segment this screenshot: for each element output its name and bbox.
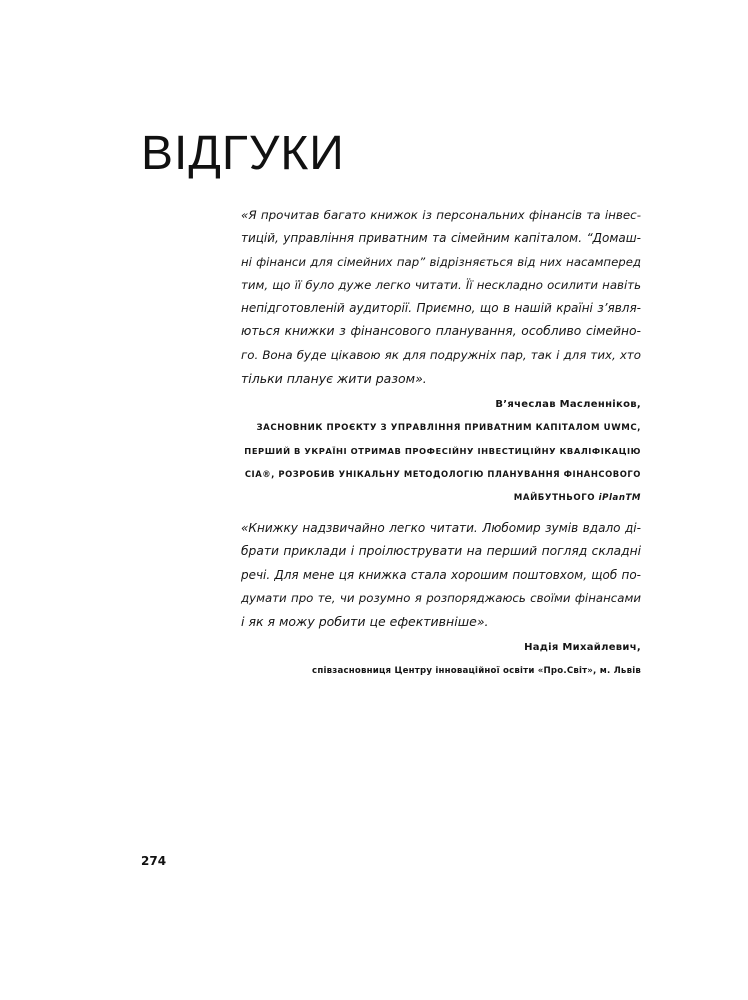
reviewer-credential-brand: iPlanTM xyxy=(598,492,641,503)
review-attribution xyxy=(241,393,641,509)
reviewer-name: Надія Михайлевич, xyxy=(524,642,641,654)
quote-line: го. Вона буде цікавою як для подружніх пар, так і для тих, хто xyxy=(241,347,641,362)
review-mykhailevych xyxy=(241,517,641,683)
quote-line: «Книжку надзвичайно легко читати. Любомир зумів вдало ді- xyxy=(241,521,641,535)
reviewer-credential: співзасновниця Центру інноваційної освіти «Про.Світ», м. Львів xyxy=(312,665,641,676)
quote-line: тільки планує жити разом». xyxy=(241,371,427,387)
quote-line: ються книжки з фінансового планування, особливо сімейно- xyxy=(241,324,641,339)
reviewer-name: В’ячеслав Масленніков, xyxy=(495,399,641,411)
reviewer-credential: CIA®, РОЗРОБИВ УНІКАЛЬНУ МЕТОДОЛОГІЮ ПЛАНУВАННЯ ФІНАНСОВОГО xyxy=(244,469,641,480)
reviewer-credential xyxy=(241,487,641,510)
reviewer-credential-text: МАЙБУТНЬОГО xyxy=(513,492,596,503)
page-title: ВІДГУКИ xyxy=(141,127,345,180)
quote-line: думати про те, чи розумно я розпоряджаюсь своїми фінансами xyxy=(241,590,641,605)
quote-line: і як я можу робити це ефективніше». xyxy=(241,614,489,630)
quote-line: ні фінанси для сімейних пар” відрізняється від них насамперед xyxy=(241,254,641,269)
page-number: 274 xyxy=(141,854,167,868)
review-quote xyxy=(241,204,641,390)
review-attribution xyxy=(241,636,641,683)
quote-line: брати приклади і проілюструвати на перший погляд складні xyxy=(241,544,641,559)
reviewer-credential: ЗАСНОВНИК ПРОЄКТУ З УПРАВЛІННЯ ПРИВАТНИМ КАПІТАЛОМ UWMC, xyxy=(256,422,641,433)
quote-line: речі. Для мене ця книжка стала хорошим поштовхом, щоб по- xyxy=(241,567,641,582)
quote-line: непідготовленій аудиторії. Приємно, що в нашій країні з’явля- xyxy=(241,301,641,316)
review-quote xyxy=(241,517,641,633)
reviewer-credential: ПЕРШИЙ В УКРАЇНІ ОТРИМАВ ПРОФЕСІЙНУ ІНВЕСТИЦІЙНУ КВАЛІФІКАЦІЮ xyxy=(244,445,641,456)
quote-line: «Я прочитав багато книжок із персональних фінансів та інвес- xyxy=(241,208,641,222)
quote-line: тицій, управління приватним та сімейним капіталом. “Домаш- xyxy=(241,231,641,246)
review-maslennikov xyxy=(241,204,641,510)
quote-line: тим, що її було дуже легко читати. Її нескладно осилити навіть xyxy=(241,277,641,292)
